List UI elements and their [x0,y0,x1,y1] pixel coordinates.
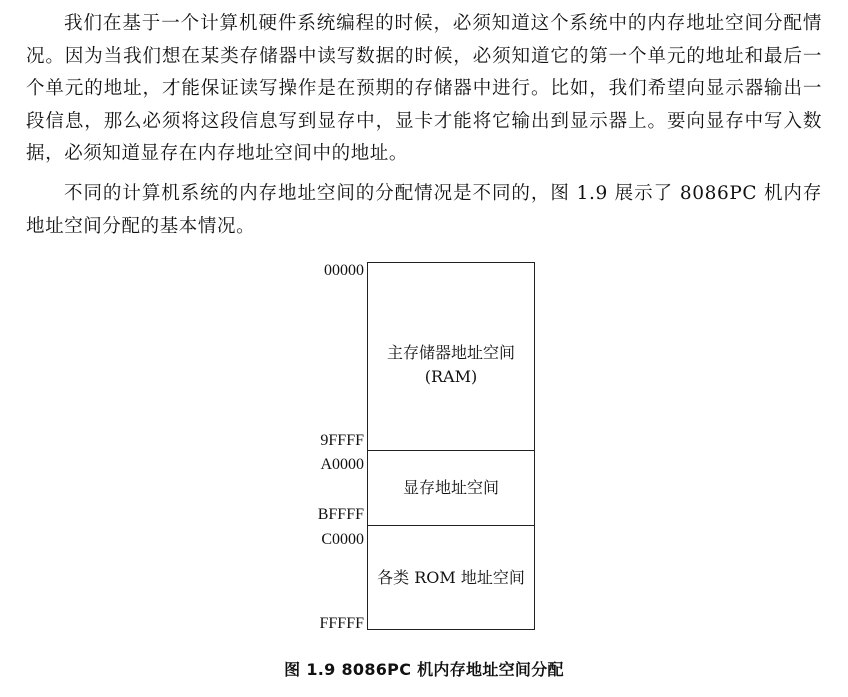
segment-ram-label: 主存储器地址空间 [386,342,515,362]
paragraph-memory-allocation: 不同的计算机系统的内存地址空间的分配情况是不同的，图 1.9 展示了 8086PC 机内存地址空间分配的基本情况。 [26,183,822,237]
segment-rom [368,526,534,630]
segment-vram [368,451,534,526]
figure-caption: 图 1.9 8086PC 机内存地址空间分配 [284,660,564,679]
address-ram-end: 9FFFF [320,432,364,449]
address-ram-start: 00000 [324,262,364,279]
paragraph-memory-intro: 我们在基于一个计算机硬件系统编程的时候，必须知道这个系统中的内存地址空间分配情况。因为当我们想在某类存储器中读写数据的时候，必须知道它的第一个单元的地址和最后一个单元的地址，才能保证读写操作是在预期的存储器中进行。比如，我们希望向显示器输出一段信息，那么必须将这段信息写到显存中，显卡才能将它输出到显示器上。要向显存中写入数据，必须知道显存在内存地址空间中的地址。 [26,13,822,164]
segment-ram [368,263,534,451]
address-rom-end: FFFFF [319,615,364,632]
segment-vram-label: 显存地址空间 [402,478,499,497]
memory-map-diagram [367,262,535,630]
address-vram-end: BFFFF [317,506,364,523]
address-rom-start: C0000 [321,531,364,548]
segment-rom-label: 各类 ROM 地址空间 [377,568,525,587]
address-vram-start: A0000 [320,456,364,473]
segment-ram-sublabel: (RAM) [424,366,478,386]
